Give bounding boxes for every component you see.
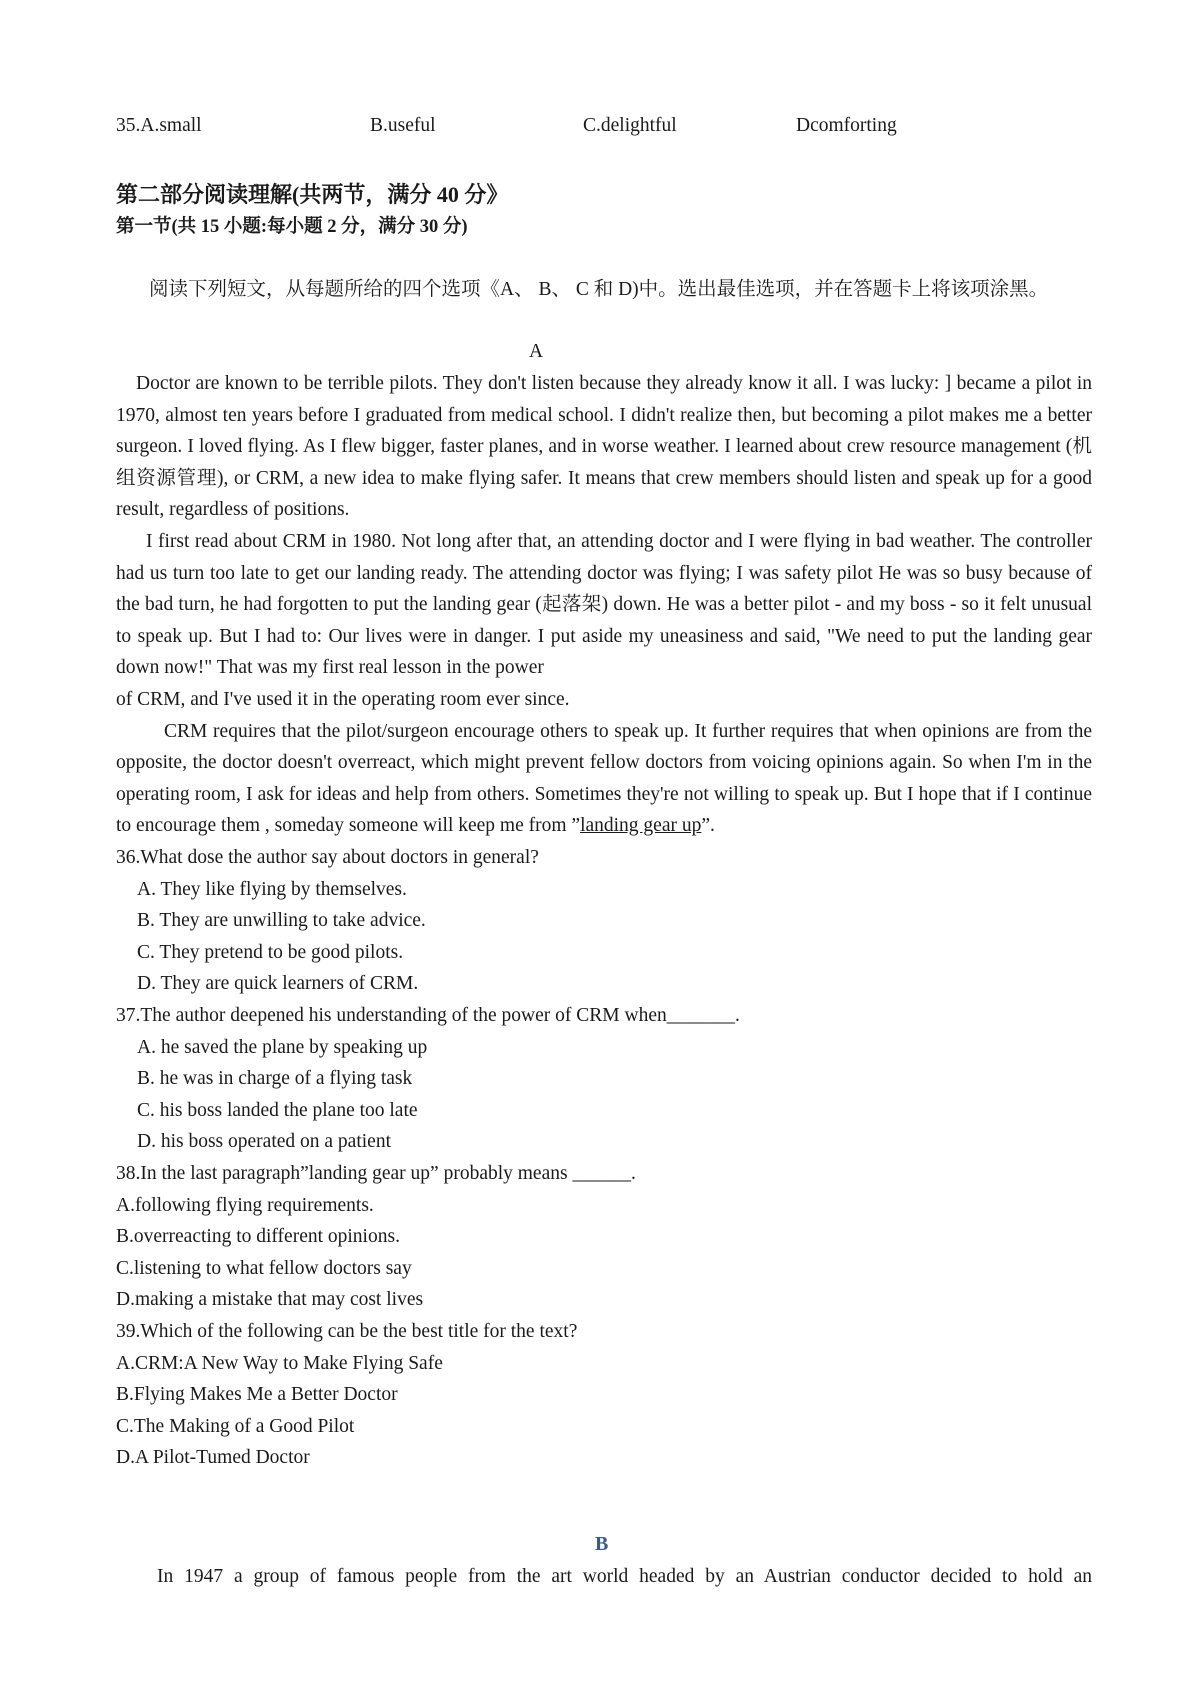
question-39 [116,1316,577,1474]
option-c: C.listening to what fellow doctors say [116,1257,412,1279]
q35-option-d: Dcomforting [796,115,897,136]
option-b: B.Flying Makes Me a Better Doctor [116,1384,398,1406]
instructions [116,274,1092,306]
passage-a-label: A [529,341,544,362]
passage-a-paragraph-3 [116,716,1092,842]
question-stem: 37.The author deepened his understanding of the power of CRM when_______. [116,1005,740,1026]
passage-a-paragraph-2-end: of CRM, and I've used it in the operating room ever since. [116,688,570,710]
option-c: C.The Making of a Good Pilot [116,1415,355,1437]
option-a: A.following flying requirements. [116,1194,374,1216]
option-d: D.A Pilot-Tumed Doctor [116,1447,310,1469]
q35-option-a: 35.A.small [116,115,202,136]
option-b: B.overreacting to different opinions. [116,1226,400,1248]
option-b: B. They are unwilling to take advice. [137,910,426,932]
passage-b-paragraph-1: In 1947 a group of famous people from the art world headed by an Austrian conductor decided to hold an [157,1566,1092,1587]
question-38 [116,1158,636,1316]
section1-title: 第一节(共 15 小题:每小题 2 分，满分 30 分) [116,217,468,237]
passage-b [116,1561,1092,1593]
landing-gear-up-underlined: landing gear up [580,815,702,837]
option-a: A. They like flying by themselves. [137,878,407,900]
question-stem: 36.What dose the author say about doctors in general? [116,847,539,868]
part2-title: 第二部分阅读理解(共两节，满分 40 分》 [116,182,509,207]
option-c: C. his boss landed the plane too late [137,1099,418,1121]
passage-a [116,368,1092,842]
paragraph-3-end: ”. [701,815,715,837]
option-d: D. They are quick learners of CRM. [137,973,419,995]
passage-a-paragraph-2: I first read about CRM in 1980. Not long after that, an attending doctor and I were flying in bad weather. The controller had us turn too late to get our landing ready. The attending doctor was flying; I was safety pilot He was so busy because of the bad turn, he had forgotten to put the landing gear (起落架) down. He was a better pilot - and my boss - so it felt unusual to speak up. But I had to: Our lives were in danger. I put aside my uneasiness and said, "We need to put the landing gear down now!" That was my first real lesson in the power [116,530,1092,679]
passage-b-label: B [595,1533,609,1555]
instructions-text: 阅读下列短文，从每题所给的四个选项《A、 B、 C 和 D)中。选出最佳选项，并在答题卡上将该项涂黑。 [149,279,1049,300]
option-c: C. They pretend to be good pilots. [137,941,404,963]
question-37 [116,1000,740,1158]
question-stem: 38.In the last paragraph”landing gear up” probably means ______. [116,1163,636,1184]
option-b: B. he was in charge of a flying task [137,1068,413,1090]
option-a: A. he saved the plane by speaking up [137,1036,428,1058]
option-d: D. his boss operated on a patient [137,1131,391,1153]
question-stem: 39.Which of the following can be the best title for the text? [116,1321,578,1342]
question-36 [116,842,539,1000]
passage-a-paragraph-1: Doctor are known to be terrible pilots. They don't listen because they already know it all. I was lucky: ] became a pilot in 1970, almost ten years before I graduated from medical school. I didn't realize then, but becoming a pilot makes me a better surgeon. I loved flying. As I flew bigger, faster planes, and in worse weather. I learned about crew resource management (机组资源管理), or CRM, a new idea to make flying safer. It means that crew members should listen and speak up for a good result, regardless of positions. [116,373,1092,521]
option-d: D.making a mistake that may cost lives [116,1289,424,1311]
q35-option-c: C.delightful [583,115,677,136]
paragraph-3-text: CRM requires that the pilot/surgeon encourage others to speak up. It further requires that when opinions are from the opposite, the doctor doesn't overreact, which might prevent fellow doctors from voicing opinions again. So when I'm in the operating room, I ask for ideas and help from others. Sometimes they're not willing to speak up. But I hope that if I continue to encourage them , someday someone will keep me from ” [116,720,1092,837]
option-a: A.CRM:A New Way to Make Flying Safe [116,1352,443,1374]
q35-option-b: B.useful [370,115,436,136]
